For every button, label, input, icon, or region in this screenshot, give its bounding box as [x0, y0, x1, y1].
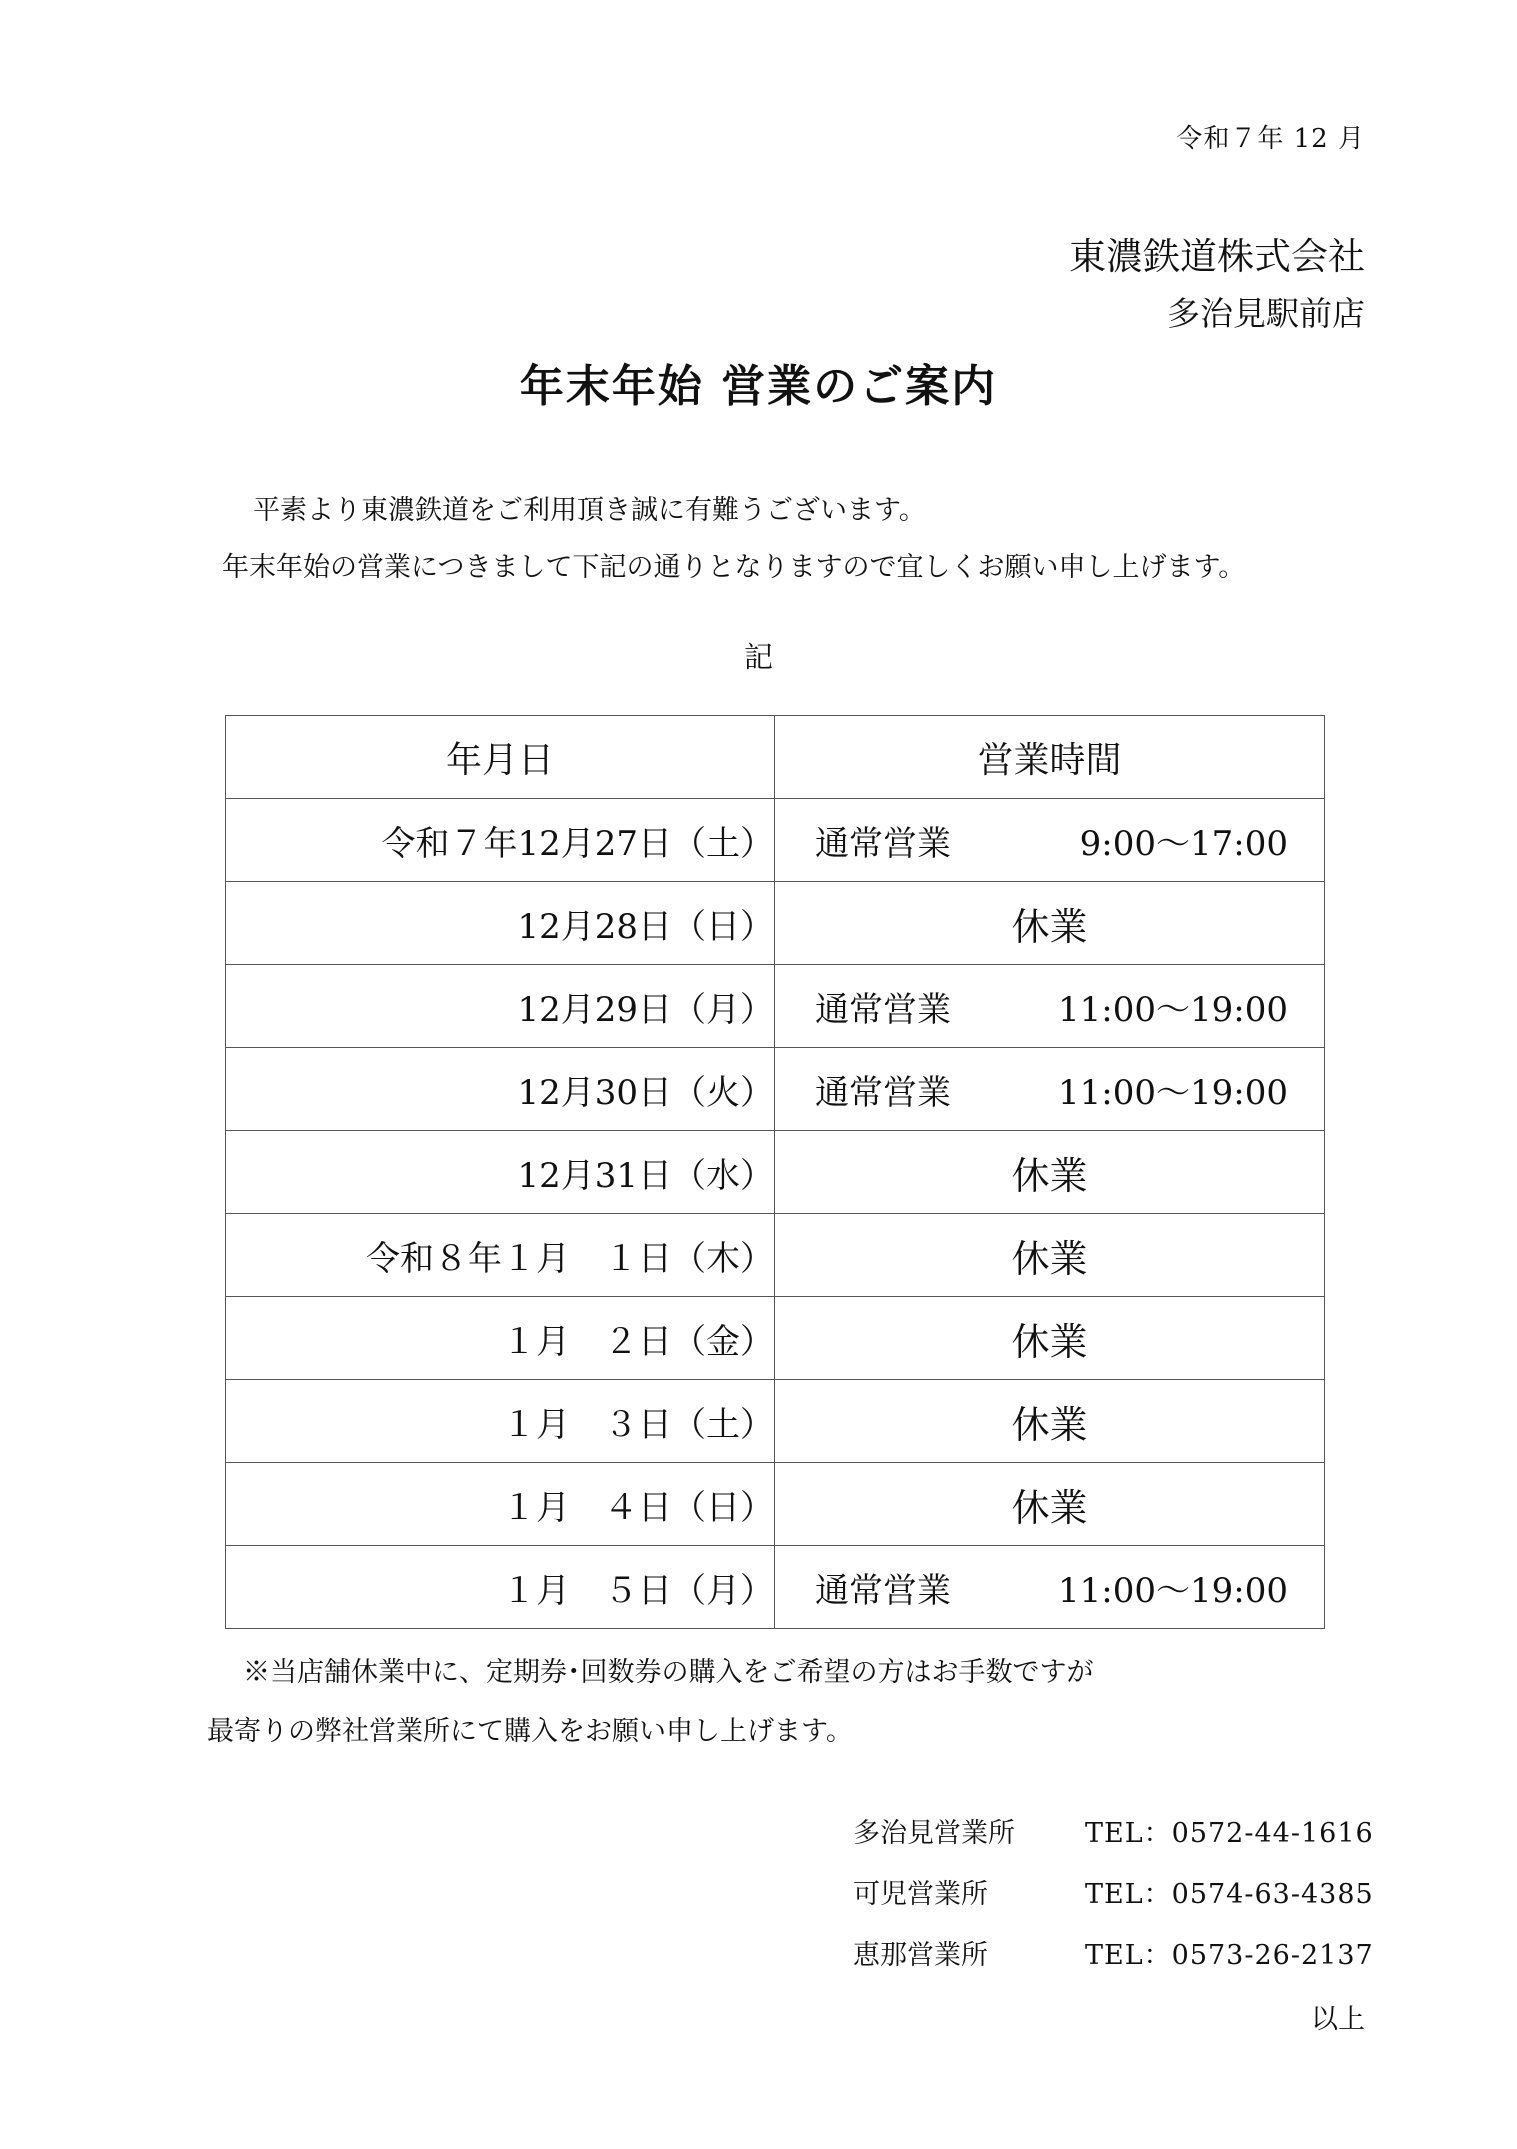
- business-status: 通常営業: [815, 989, 951, 1030]
- table-row: [226, 799, 1325, 882]
- schedule-hours-cell: [775, 1214, 1325, 1297]
- note-line: 最寄りの弊社営業所にて購入をお願い申し上げます。: [207, 1716, 853, 1747]
- office-name: 恵那営業所: [853, 1940, 988, 1971]
- business-hours: 9:00〜17:00: [1079, 823, 1288, 864]
- closed-status: 休業: [1011, 1319, 1088, 1364]
- schedule-date: 12月31日（水）: [226, 1131, 775, 1214]
- table-row: [226, 1546, 1325, 1629]
- office-tel: TEL：0573-26-2137: [1085, 1940, 1374, 1971]
- business-status: 通常営業: [815, 823, 951, 864]
- header-date: 年月日: [226, 716, 775, 799]
- schedule-table: [225, 715, 1325, 1629]
- open-hours: [775, 1065, 1324, 1114]
- table-row: [226, 965, 1325, 1048]
- closed-status: 休業: [1011, 904, 1088, 949]
- table-row: [226, 882, 1325, 965]
- schedule-date: 12月30日（火）: [226, 1048, 775, 1131]
- office-list: [853, 1800, 1374, 1983]
- schedule-date: １月 ３日（土）: [226, 1380, 775, 1463]
- schedule-hours-cell: [775, 1463, 1325, 1546]
- ki-heading: 記: [743, 640, 773, 674]
- table-row: [226, 1131, 1325, 1214]
- table-row: [226, 1214, 1325, 1297]
- office-tel: TEL：0572-44-1616: [1085, 1818, 1374, 1849]
- open-hours: [775, 1563, 1324, 1612]
- office-row: [853, 1861, 1374, 1922]
- schedule-date: 12月28日（日）: [226, 882, 775, 965]
- schedule-hours-cell: [775, 882, 1325, 965]
- open-hours: [775, 816, 1324, 865]
- schedule-body: [226, 799, 1325, 1629]
- greeting-line: 年末年始の営業につきまして下記の通りとなりますので宜しくお願い申し上げます。: [222, 552, 1246, 583]
- open-hours: [775, 982, 1324, 1031]
- schedule-date: 令和７年12月27日（土）: [226, 799, 775, 882]
- office-name: 多治見営業所: [853, 1818, 1015, 1849]
- office-row: [853, 1922, 1374, 1983]
- business-hours: 11:00〜19:00: [1058, 989, 1288, 1030]
- schedule-date: 令和８年１月 １日（木）: [226, 1214, 775, 1297]
- schedule-date: １月 ５日（月）: [226, 1546, 775, 1629]
- greeting-line: 平素より東濃鉄道をご利用頂き誠に有難うございます。: [253, 495, 926, 526]
- schedule-hours-cell: [775, 1546, 1325, 1629]
- document-title: 年末年始 営業のご案内: [519, 361, 998, 412]
- closed-status: 休業: [1011, 1236, 1088, 1281]
- table-row: [226, 1048, 1325, 1131]
- table-header-row: [226, 716, 1325, 799]
- office-row: [853, 1800, 1374, 1861]
- schedule-hours-cell: [775, 965, 1325, 1048]
- business-status: 通常営業: [815, 1570, 951, 1611]
- schedule-date: １月 ４日（日）: [226, 1463, 775, 1546]
- closed-status: 休業: [1011, 1485, 1088, 1530]
- company-block: [1069, 228, 1365, 342]
- office-name: 可児営業所: [853, 1879, 988, 1910]
- schedule-hours-cell: [775, 1380, 1325, 1463]
- schedule-date: １月 ２日（金）: [226, 1297, 775, 1380]
- company-name: 東濃鉄道株式会社: [1069, 235, 1365, 278]
- table-row: [226, 1297, 1325, 1380]
- branch-name: 多治見駅前店: [1167, 294, 1365, 333]
- table-row: [226, 1380, 1325, 1463]
- issue-date: 令和７年 12 月: [1176, 124, 1365, 154]
- business-status: 通常営業: [815, 1072, 951, 1113]
- office-tel: TEL：0574-63-4385: [1085, 1879, 1374, 1910]
- table-row: [226, 1463, 1325, 1546]
- schedule-hours-cell: [775, 1297, 1325, 1380]
- note-line: ※当店舗休業中に、定期券･回数券の購入をご希望の方はお手数ですが: [243, 1657, 1094, 1688]
- closing-word: 以上: [1311, 2004, 1365, 2035]
- closed-status: 休業: [1011, 1153, 1088, 1198]
- schedule-hours-cell: [775, 799, 1325, 882]
- closed-status: 休業: [1011, 1402, 1088, 1447]
- schedule-date: 12月29日（月）: [226, 965, 775, 1048]
- schedule-hours-cell: [775, 1048, 1325, 1131]
- header-hours: 営業時間: [775, 716, 1325, 799]
- business-hours: 11:00〜19:00: [1058, 1570, 1288, 1611]
- business-hours: 11:00〜19:00: [1058, 1072, 1288, 1113]
- schedule-hours-cell: [775, 1131, 1325, 1214]
